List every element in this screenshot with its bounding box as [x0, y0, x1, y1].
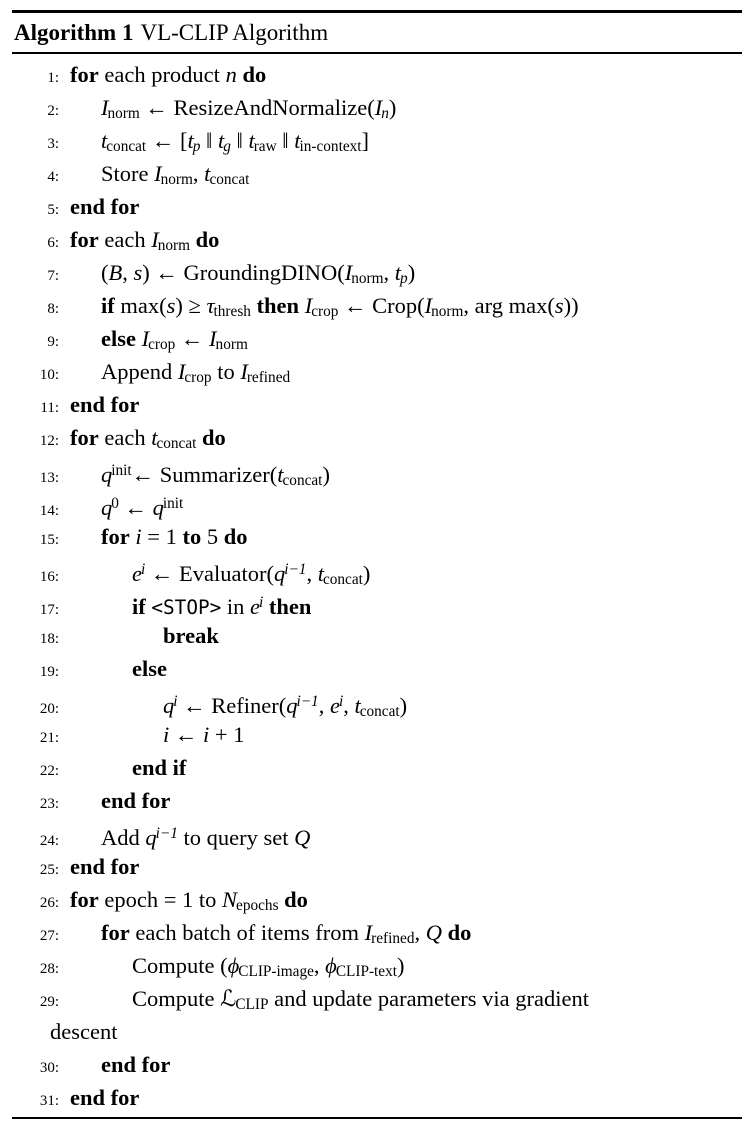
- algorithm-line-30: [12, 1048, 742, 1081]
- line-number: 2:: [47, 103, 59, 119]
- line-number: 26:: [39, 895, 59, 911]
- line-code: descent: [50, 1019, 118, 1044]
- line-number: 16:: [39, 569, 59, 586]
- line-code: Inorm ← ResizeAndNormalize(In): [101, 95, 397, 122]
- line-number: 5:: [47, 202, 59, 218]
- algorithm-line-3: [12, 124, 742, 157]
- line-code: if max(s) ≥ τthresh then Icrop ← Crop(Inorm, arg max(s)): [101, 293, 579, 320]
- line-code: $e^i$ ← $Evaluator(q^{i-1}$, tconcat): [132, 561, 371, 589]
- algorithm-line-24: [12, 817, 742, 850]
- line-number: 4:: [47, 169, 59, 185]
- line-number: 28:: [39, 961, 59, 977]
- line-number: 13:: [39, 470, 59, 487]
- line-code: if <STOP> in $e^i$ then: [132, 594, 312, 620]
- algorithm-caption-label: Algorithm 1: [14, 20, 134, 45]
- line-number: 31:: [39, 1093, 59, 1109]
- line-code: end for: [101, 1052, 171, 1077]
- line-number: 10:: [39, 367, 59, 383]
- line-number: 18:: [39, 631, 59, 647]
- algorithm-line-15: [12, 520, 742, 553]
- line-code: tconcat ← [tp ‖ tg ‖ traw ‖ tin-context]: [101, 128, 370, 155]
- line-number: 9:: [47, 334, 59, 350]
- line-code: (B, s) ← GroundingDINO(Inorm, tp): [101, 260, 416, 287]
- line-code: else: [132, 656, 167, 681]
- line-code: end for: [70, 194, 140, 219]
- algorithm-line-29-continuation: [12, 1015, 742, 1048]
- algorithm-line-9: [12, 322, 742, 355]
- line-code: end for: [70, 392, 140, 417]
- algorithm-line-28: [12, 949, 742, 982]
- line-code: for each batch of items from Irefined, Q do: [101, 920, 472, 947]
- line-number: 3:: [47, 136, 59, 152]
- algorithm-caption: [12, 13, 742, 52]
- algorithm-line-11: [12, 388, 742, 421]
- algorithm-line-19: [12, 652, 742, 685]
- algorithm-line-13: [12, 454, 742, 490]
- algorithm-line-7: [12, 256, 742, 289]
- line-code: $q^0$ ← $q^{init}$: [101, 495, 184, 521]
- algorithm-line-6: [12, 223, 742, 256]
- algorithm-line-26: [12, 883, 742, 916]
- line-number: 27:: [39, 928, 59, 944]
- line-code: $q^i$ ← $Refiner(q^{i-1}$, $e^i$, tconcat): [163, 693, 408, 721]
- line-code: end for: [70, 854, 140, 879]
- line-code: Compute (ϕCLIP-image, ϕCLIP-text): [132, 953, 405, 980]
- algorithm-line-10: [12, 355, 742, 388]
- algorithm-line-4: [12, 157, 742, 190]
- line-number: 7:: [47, 268, 59, 284]
- algorithm-line-20: [12, 685, 742, 721]
- line-code: else Icrop ← Inorm: [101, 326, 248, 353]
- algorithm-line-29: [12, 982, 742, 1015]
- line-code: end for: [70, 1085, 140, 1110]
- line-number: 12:: [39, 433, 59, 449]
- line-code: Append Icrop to Irefined: [101, 359, 291, 386]
- algorithm-line-5: [12, 190, 742, 223]
- algorithm-line-8: [12, 289, 742, 322]
- line-code: break: [163, 623, 219, 648]
- line-code: Add $q^{i-1}$ to query set Q: [101, 825, 311, 851]
- line-code: i ← i + 1: [163, 722, 245, 747]
- line-code: for i = 1 to 5 do: [101, 524, 248, 549]
- line-number: 25:: [39, 862, 59, 878]
- algorithm-line-14: [12, 487, 742, 520]
- algorithm-line-31: [12, 1081, 742, 1114]
- line-code: Store Inorm, tconcat: [101, 161, 250, 188]
- line-number: 22:: [39, 763, 59, 779]
- algorithm-line-17: [12, 586, 742, 619]
- line-code: for each Inorm do: [70, 227, 220, 254]
- line-number: 17:: [39, 602, 59, 619]
- bottom-rule: [12, 1117, 742, 1119]
- line-number: 20:: [39, 701, 59, 718]
- algorithm-line-25: [12, 850, 742, 883]
- line-code: end for: [101, 788, 171, 813]
- line-number: 19:: [39, 664, 59, 680]
- algorithm-line-21: [12, 718, 742, 751]
- line-code: for each tconcat do: [70, 425, 226, 452]
- line-number: 24:: [39, 833, 59, 850]
- algorithm-caption-name: VL-CLIP Algorithm: [140, 20, 329, 45]
- algorithm-line-23: [12, 784, 742, 817]
- line-number: 23:: [39, 796, 59, 812]
- algorithm-line-22: [12, 751, 742, 784]
- line-number: 14:: [39, 503, 59, 520]
- algorithm-body: [12, 54, 742, 1114]
- algorithm-line-12: [12, 421, 742, 454]
- line-code: end if: [132, 755, 187, 780]
- line-code: for epoch = 1 to Nepochs do: [70, 887, 308, 914]
- line-number: 21:: [39, 730, 59, 746]
- algorithm-line-2: [12, 91, 742, 124]
- line-code: Compute ℒCLIP and update parameters via gradient: [132, 986, 589, 1013]
- line-number: 6:: [47, 235, 59, 251]
- line-code: $q^{init}\leftarrow$ Summarizer(tconcat): [101, 462, 330, 490]
- line-code: for each product n do: [70, 62, 267, 87]
- line-number: 30:: [39, 1060, 59, 1076]
- line-number: 29:: [39, 994, 59, 1010]
- algorithm-line-27: [12, 916, 742, 949]
- line-number: 1:: [47, 70, 59, 86]
- line-number: 8:: [47, 301, 59, 317]
- algorithm-line-16: [12, 553, 742, 589]
- algorithm-line-18: [12, 619, 742, 652]
- line-number: 11:: [40, 400, 59, 416]
- algorithm-line-1: [12, 58, 742, 91]
- line-number: 15:: [39, 532, 59, 548]
